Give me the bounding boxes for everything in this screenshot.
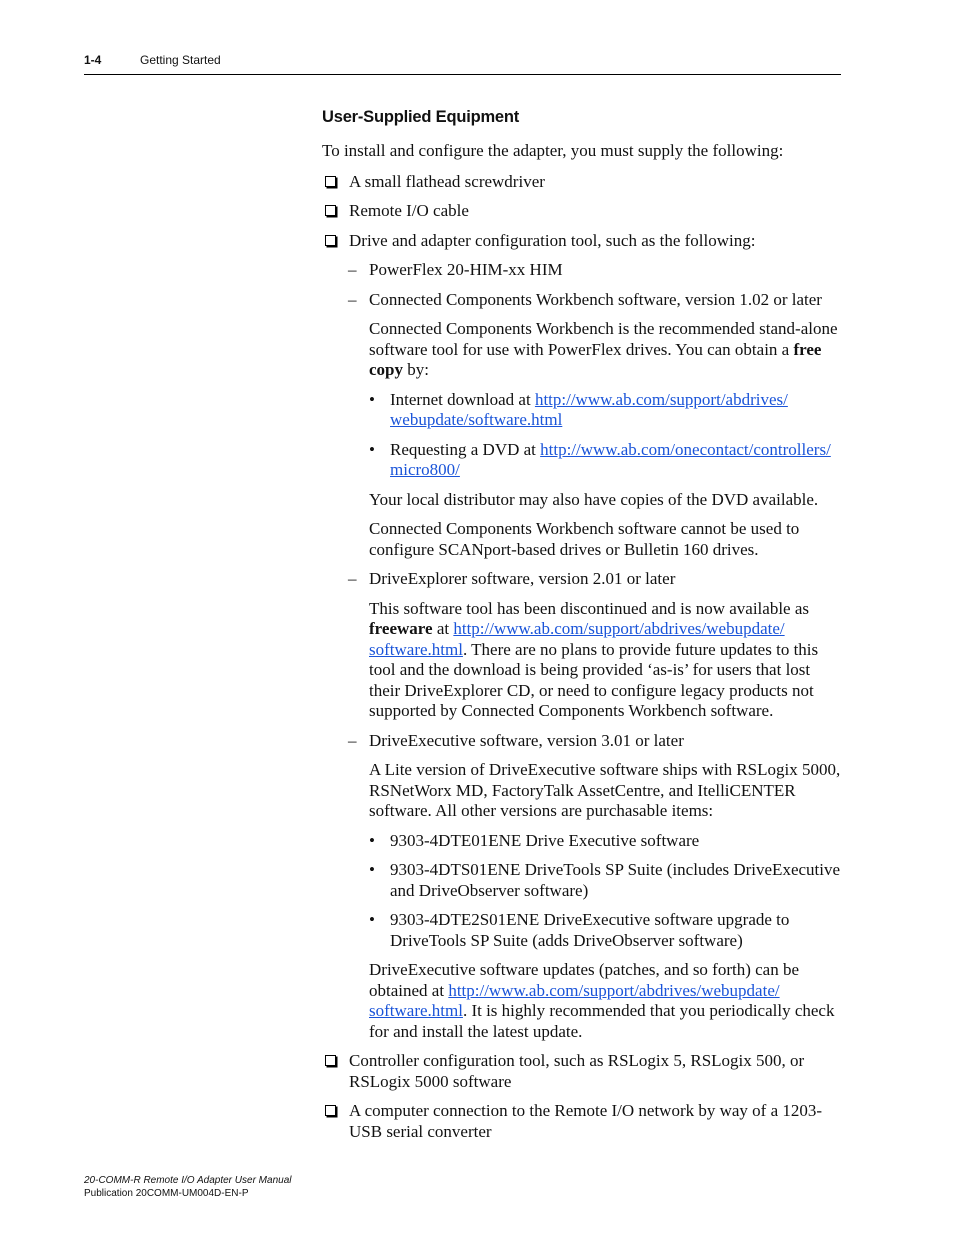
tool-item-driveexplorer: – DriveExplorer software, version 2.01 or later	[348, 569, 676, 588]
bullet-marker: •	[369, 830, 375, 850]
section-title: Getting Started	[140, 53, 221, 67]
checkbox-icon	[325, 1055, 336, 1066]
drivetools-upgrade-item: • 9303-4DTE2S01ENE DriveExecutive software upgrade to DriveTools SP Suite (adds DriveObserver software)	[369, 910, 790, 950]
intro-text: To install and configure the adapter, you must supply the following:	[322, 141, 784, 160]
driveexecutive-updates: DriveExecutive software updates (patches, and so forth) can be obtained at http://www.ab.com/support/abdrives/webupdate/ software.html. It is highly recommended that you periodically check for and install the latest update.	[369, 960, 835, 1041]
publication-number: Publication 20COMM-UM004D-EN-P	[84, 1188, 249, 1199]
ccw-download-item: • Internet download at http://www.ab.com/support/abdrives/ webupdate/software.html	[369, 389, 788, 429]
page-number: 1-4	[84, 53, 102, 67]
bullet-marker: •	[369, 860, 375, 879]
checklist-item: Drive and adapter configuration tool, such as the following:	[322, 231, 842, 252]
dash-marker: –	[348, 289, 357, 309]
driveexplorer-description: This software tool has been discontinued and is now available as freeware at http://www.ab.com/support/abdrives/webupdate/ software.html. There are no plans to provide future updates to this tool and the download is being provided ‘as-is’ for users that lost their DriveExplorer CD, or need to configure legacy products not supported by Connected Components Workbench software.	[369, 598, 819, 720]
ccw-dvd-link[interactable]: http://www.ab.com/onecontact/controllers/ micro800/	[390, 439, 831, 479]
ccw-distributor-note: Your local distributor may also have copies of the DVD available.	[369, 489, 819, 509]
dash-marker: –	[348, 569, 357, 588]
checklist-item: Controller configuration tool, such as RSLogix 5, RSLogix 500, or RSLogix 5000 software	[322, 1051, 842, 1092]
bullet-marker: •	[369, 910, 375, 929]
ccw-limitation-note: Connected Components Workbench software cannot be used to configure SCANport-based drives or Bulletin 160 drives.	[369, 519, 800, 559]
tool-item-driveexecutive: – DriveExecutive software, version 3.01 or later	[348, 730, 684, 750]
ccw-download-link[interactable]: http://www.ab.com/support/abdrives/ webupdate/software.html	[390, 389, 788, 429]
manual-title: 20-COMM-R Remote I/O Adapter User Manual	[84, 1175, 292, 1186]
checkbox-icon	[325, 176, 336, 187]
bullet-marker: •	[369, 389, 375, 409]
dash-marker: –	[348, 730, 357, 750]
tool-item-him: – PowerFlex 20-HIM-xx HIM	[348, 260, 563, 279]
checkbox-icon	[325, 1105, 336, 1116]
drivetools-item: • 9303-4DTS01ENE DriveTools SP Suite (includes DriveExecutive and DriveObserver software)	[369, 860, 841, 900]
section-heading: User-Supplied Equipment	[322, 108, 520, 126]
bullet-marker: •	[369, 439, 375, 459]
ccw-dvd-item: • Requesting a DVD at http://www.ab.com/onecontact/controllers/ micro800/	[369, 439, 831, 479]
tool-item-ccw: – Connected Components Workbench software, version 1.02 or later	[348, 289, 822, 309]
checklist-item: A computer connection to the Remote I/O network by way of a 1203-USB serial converter	[322, 1101, 842, 1142]
checkbox-icon	[325, 205, 336, 216]
dash-marker: –	[348, 260, 357, 279]
ccw-description: Connected Components Workbench is the recommended stand-alone software tool for use with PowerFlex drives. You can obtain a free copy by:	[369, 319, 838, 379]
checkbox-icon	[325, 235, 336, 246]
header-rule	[84, 74, 841, 75]
checklist-item: Remote I/O cable	[322, 201, 842, 222]
driveexecutive-description: A Lite version of DriveExecutive software ships with RSLogix 5000, RSNetWorx MD, FactoryTalk AssetCentre, and ItelliCENTER software. All other versions are purchasable items:	[369, 760, 841, 820]
checklist-item: A small flathead screwdriver	[322, 172, 842, 193]
main-content	[322, 105, 842, 1151]
driveexplorer-link[interactable]: http://www.ab.com/support/abdrives/webupdate/ software.html	[369, 619, 785, 659]
driveexecutive-item: • 9303-4DTE01ENE Drive Executive software	[369, 830, 700, 850]
page-footer	[84, 1174, 291, 1200]
driveexecutive-update-link[interactable]: http://www.ab.com/support/abdrives/webupdate/ software.html	[369, 980, 780, 1020]
